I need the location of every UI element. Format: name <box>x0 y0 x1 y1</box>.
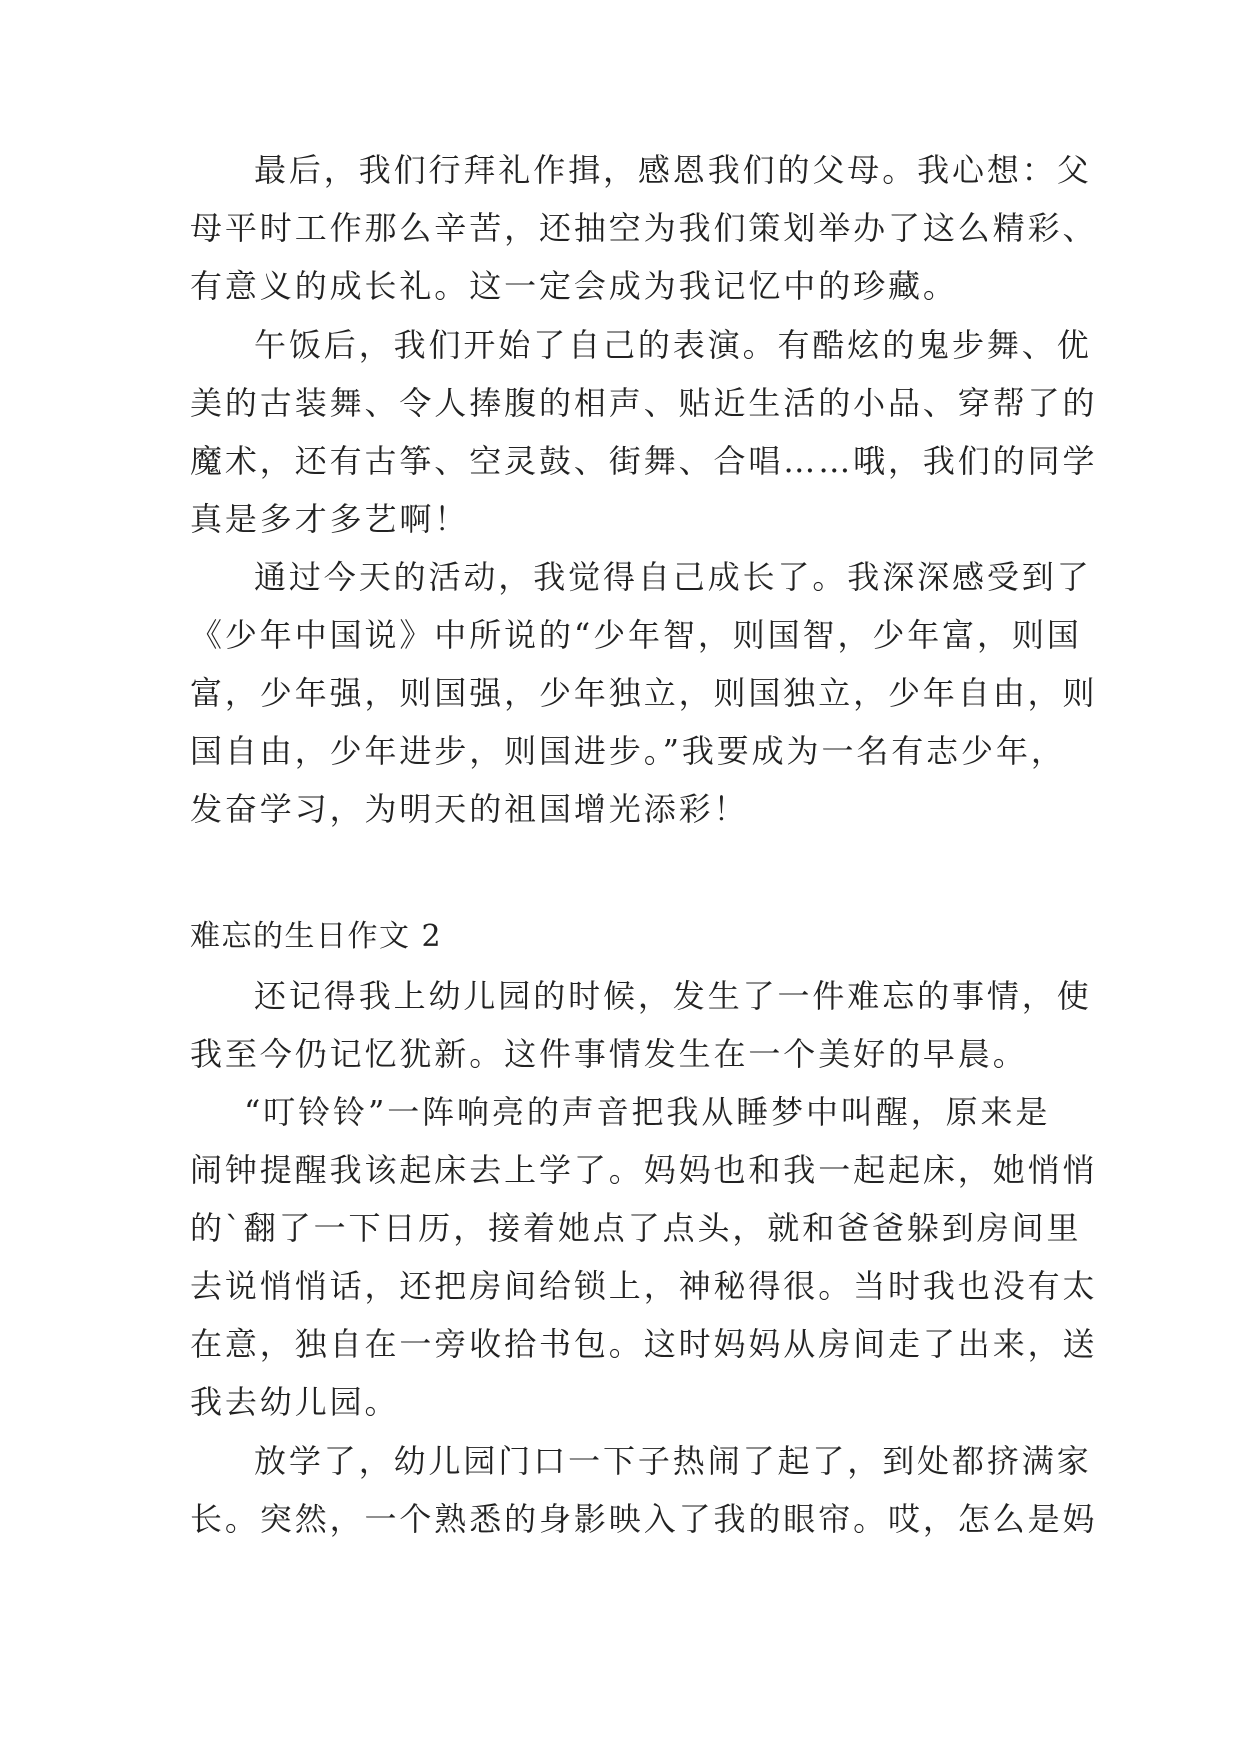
paragraph-1-line-2: 母平时工作那么辛苦，还抽空为我们策划举办了这么精彩、 <box>190 209 1098 247</box>
paragraph-3-line-3: 富，少年强，则国强，少年独立，则国独立，少年自由，则 <box>190 674 1098 712</box>
essay-2-title: 难忘的生日作文 2 <box>190 919 443 954</box>
essay-2-paragraph-3-line-1: 放学了，幼儿园门口一下子热闹了起了，到处都挤满家 <box>254 1442 1092 1480</box>
essay-2-paragraph-3-line-2: 长。突然，一个熟悉的身影映入了我的眼帘。哎，怎么是妈 <box>190 1500 1098 1538</box>
paragraph-1-line-3: 有意义的成长礼。这一定会成为我记忆中的珍藏。 <box>190 267 958 305</box>
paragraph-3-line-1: 通过今天的活动，我觉得自己成长了。我深深感受到了 <box>254 558 1092 596</box>
paragraph-3-line-4: 国自由，少年进步，则国进步。”我要成为一名有志少年， <box>190 732 1066 770</box>
essay-2-paragraph-2-line-6: 我去幼儿园。 <box>190 1383 400 1421</box>
essay-2-paragraph-2-line-1: “叮铃铃”一阵响亮的声音把我从睡梦中叫醒，原来是 <box>244 1093 1051 1131</box>
paragraph-3-line-2: 《少年中国说》中所说的“少年智，则国智，少年富，则国 <box>190 616 1082 654</box>
essay-2-paragraph-2-line-4: 去说悄悄话，还把房间给锁上，神秘得很。当时我也没有太 <box>190 1267 1098 1305</box>
essay-2-paragraph-1-line-2: 我至今仍记忆犹新。这件事情发生在一个美好的早晨。 <box>190 1035 1028 1073</box>
essay-2-paragraph-1-line-1: 还记得我上幼儿园的时候，发生了一件难忘的事情，使 <box>254 977 1092 1015</box>
paragraph-2-line-1: 午饭后，我们开始了自己的表演。有酷炫的鬼步舞、优 <box>254 326 1092 364</box>
paragraph-1-line-1: 最后，我们行拜礼作揖，感恩我们的父母。我心想：父 <box>254 151 1092 189</box>
paragraph-2-line-2: 美的古装舞、令人捧腹的相声、贴近生活的小品、穿帮了的 <box>190 384 1098 422</box>
paragraph-2-line-4: 真是多才多艺啊！ <box>190 500 470 538</box>
essay-2-paragraph-2-line-5: 在意，独自在一旁收拾书包。这时妈妈从房间走了出来，送 <box>190 1325 1098 1363</box>
paragraph-3-line-5: 发奋学习，为明天的祖国增光添彩！ <box>190 790 749 828</box>
essay-2-paragraph-2-line-3: 的`翻了一下日历，接着她点了点头，就和爸爸躲到房间里 <box>190 1209 1082 1247</box>
paragraph-2-line-3: 魔术，还有古筝、空灵鼓、街舞、合唱……哦，我们的同学 <box>190 442 1098 480</box>
essay-2-paragraph-2-line-2: 闹钟提醒我该起床去上学了。妈妈也和我一起起床，她悄悄 <box>190 1151 1098 1189</box>
